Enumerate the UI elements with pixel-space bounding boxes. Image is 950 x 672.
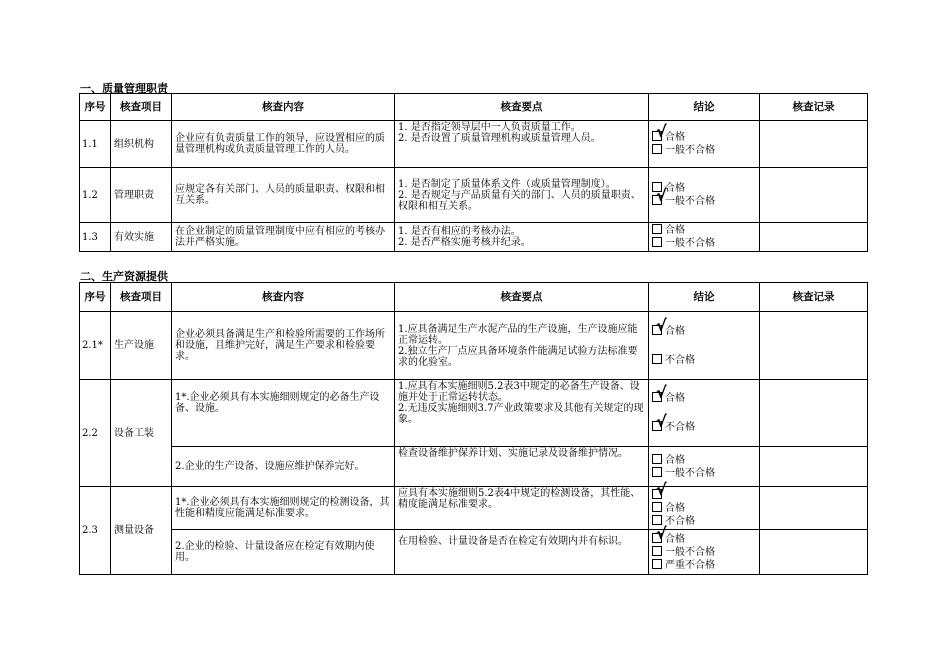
row-item: 设备工装 <box>111 380 172 487</box>
row-points: 应具有本实施细则5.2表4中规定的检测设备，其性能、精度能满足标准要求。 <box>395 487 649 530</box>
conclusion-option[interactable] <box>652 523 756 546</box>
row-content: 企业应有负责质量工作的领导，应设置相应的质量管理机构或负责质量管理工作的人员。 <box>172 121 395 168</box>
record-cell[interactable] <box>760 312 868 380</box>
row-points: 1. 是否有相应的考核办法。 2. 是否严格实施考核并纪录。 <box>395 223 649 252</box>
checkmark-icon: √ <box>656 383 667 402</box>
conclusion-option[interactable] <box>652 559 756 572</box>
checkbox-icon[interactable] <box>652 546 662 556</box>
row-item: 管理职责 <box>111 168 172 223</box>
record-cell[interactable] <box>760 380 868 447</box>
header-content: 核查内容 <box>172 94 395 121</box>
table-row <box>80 121 868 168</box>
record-cell[interactable] <box>760 121 868 168</box>
checkbox-icon[interactable] <box>652 502 662 512</box>
conclusion-option[interactable] <box>652 122 756 144</box>
checkmark-icon: √ <box>656 122 667 141</box>
row-content: 1*.企业必须具有本实施细则规定的检测设备，其性能和精度应能满足标准要求。 <box>172 487 395 530</box>
table-row <box>80 530 868 575</box>
header-seq: 序号 <box>80 94 111 121</box>
checkbox-icon[interactable] <box>652 559 662 569</box>
checkbox-icon[interactable] <box>652 515 662 525</box>
table-header-row <box>80 283 868 312</box>
row-points: 1.应具备满足生产水泥产品的生产设施，生产设施应能正常运转。 2.独立生产厂点应具备环境条件能满足试验方法标准要求的化验室。 <box>395 312 649 380</box>
record-cell[interactable] <box>760 447 868 487</box>
checkbox-icon[interactable] <box>652 467 662 477</box>
row-code: 2.2 <box>80 380 111 487</box>
checkmark-icon: √ <box>656 479 667 499</box>
table-header-row <box>80 94 868 121</box>
row-item: 生产设施 <box>111 312 172 380</box>
table-row <box>80 447 868 487</box>
checkbox-icon[interactable] <box>652 224 662 234</box>
conclusion-option[interactable] <box>652 412 756 434</box>
header-conclusion: 结论 <box>649 283 760 312</box>
header-seq: 序号 <box>80 283 111 312</box>
row-code: 1.1 <box>80 121 111 168</box>
conclusion-option[interactable] <box>652 224 756 237</box>
header-conclusion: 结论 <box>649 94 760 121</box>
row-points: 1.应具有本实施细则5.2表3中规定的必备生产设备、设施并处于正常运转状态。 2.无违反实施细则3.7产业政策要求及其他有关规定的现象。 <box>395 380 649 447</box>
row-code: 2.3 <box>80 487 111 575</box>
conclusion-option-label: 合格 <box>665 183 685 194</box>
row-item: 组织机构 <box>111 121 172 168</box>
row-code: 1.2 <box>80 168 111 223</box>
row-content: 2.企业的检验、计量设备应在检定有效期内使用。 <box>172 530 395 575</box>
header-points: 核查要点 <box>395 283 649 312</box>
row-points: 检查设备维护保养计划、实施记录及设备维护情况。 <box>395 447 649 487</box>
header-record: 核查记录 <box>760 283 868 312</box>
header-item: 核查项目 <box>111 283 172 312</box>
row-content: 1*.企业必须具有本实施细则规定的必备生产设备、设施。 <box>172 380 395 447</box>
conclusion-cell <box>649 223 760 252</box>
quality-responsibility-table <box>79 93 868 252</box>
record-cell[interactable] <box>760 530 868 575</box>
checkbox-icon[interactable] <box>652 144 662 154</box>
conclusion-option[interactable] <box>652 515 756 528</box>
conclusion-option[interactable] <box>652 467 756 480</box>
conclusion-cell <box>649 121 760 168</box>
table-row <box>80 487 868 530</box>
header-points: 核查要点 <box>395 94 649 121</box>
row-content: 应规定各有关部门、人员的质量职责、权限和相互关系。 <box>172 168 395 223</box>
table-row <box>80 223 868 252</box>
conclusion-option-label: 不合格 <box>665 515 695 527</box>
checkmark-icon: √ <box>656 315 667 335</box>
row-content: 企业必须具备满足生产和检验所需要的工作场所和设施，且维护完好，满足生产要求和检验要求。 <box>172 312 395 380</box>
header-item: 核查项目 <box>111 94 172 121</box>
table-row <box>80 168 868 223</box>
conclusion-cell <box>649 312 760 380</box>
conclusion-option-label: 合格 <box>665 225 685 236</box>
checkbox-icon[interactable] <box>652 354 662 364</box>
row-points: 1. 是否指定领导层中一人负责质量工作。 2. 是否设置了质量管理机构或质量管理人员。 <box>395 121 649 168</box>
table-row <box>80 312 868 380</box>
row-code: 2.1* <box>80 312 111 380</box>
conclusion-option-label: 合格 <box>665 533 685 545</box>
conclusion-option-label: 合格 <box>665 502 685 514</box>
conclusion-cell <box>649 380 760 447</box>
conclusion-option-label: 一般不合格 <box>665 145 715 156</box>
checkbox-icon[interactable] <box>652 237 662 247</box>
conclusion-option[interactable] <box>652 354 756 367</box>
checkmark-icon: √ <box>656 186 667 205</box>
checkmark-icon: √ <box>656 412 667 431</box>
record-cell[interactable] <box>760 487 868 530</box>
row-content: 2.企业的生产设备、设施应维护保养完好。 <box>172 447 395 487</box>
conclusion-option[interactable] <box>652 182 756 195</box>
production-resources-table <box>79 282 868 575</box>
conclusion-option[interactable] <box>652 383 756 405</box>
header-record: 核查记录 <box>760 94 868 121</box>
conclusion-option[interactable] <box>652 479 756 502</box>
row-points: 1. 是否制定了质量体系文件（或质量管理制度）。 2. 是否规定与产品质量有关的部门、人员的质量职责、权限和相互关系。 <box>395 168 649 223</box>
conclusion-option-label: 合格 <box>665 393 685 404</box>
conclusion-option-label: 一般不合格 <box>665 238 715 249</box>
section-1-title: 一、质量管理职责 <box>80 82 168 95</box>
conclusion-cell <box>649 523 760 575</box>
table-row <box>80 380 868 447</box>
conclusion-option-label: 合格 <box>665 132 685 143</box>
row-code: 1.3 <box>80 223 111 252</box>
conclusion-option[interactable] <box>652 546 756 559</box>
conclusion-option-label: 合格 <box>665 325 685 337</box>
section-2-title: 二、生产资源提供 <box>80 270 168 283</box>
record-cell[interactable] <box>760 168 868 223</box>
conclusion-option-label: 不合格 <box>665 354 695 366</box>
row-item: 有效实施 <box>111 223 172 252</box>
conclusion-option-label: 一般不合格 <box>665 196 715 207</box>
conclusion-option[interactable] <box>652 186 756 208</box>
row-points: 在用检验、计量设备是否在检定有效期内并有标识。 <box>395 530 649 575</box>
header-content: 核查内容 <box>172 283 395 312</box>
conclusion-option-label: 一般不合格 <box>665 546 715 558</box>
conclusion-option-label: 一般不合格 <box>665 467 715 479</box>
conclusion-option[interactable] <box>652 315 756 338</box>
checkmark-icon: √ <box>656 523 667 543</box>
conclusion-option[interactable] <box>652 502 756 515</box>
conclusion-option-label: 严重不合格 <box>665 559 715 571</box>
record-cell[interactable] <box>760 223 868 252</box>
row-item: 测量设备 <box>111 487 172 575</box>
conclusion-option-label: 不合格 <box>665 422 695 433</box>
conclusion-option[interactable] <box>652 237 756 250</box>
conclusion-option-label: 合格 <box>665 454 685 466</box>
conclusion-option[interactable] <box>652 454 756 467</box>
conclusion-option[interactable] <box>652 144 756 157</box>
row-content: 在企业制定的质量管理制度中应有相应的考核办法并严格实施。 <box>172 223 395 252</box>
checkbox-icon[interactable] <box>652 454 662 464</box>
conclusion-cell <box>649 168 760 223</box>
